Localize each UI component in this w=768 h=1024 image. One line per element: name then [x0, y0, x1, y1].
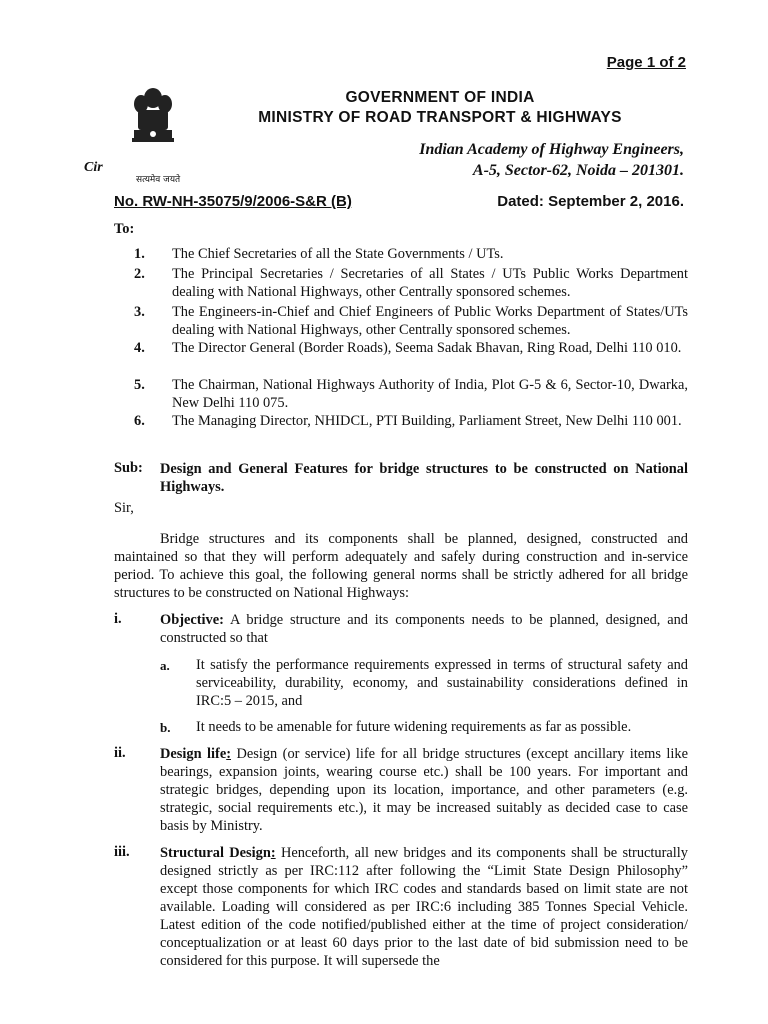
intro-paragraph: Bridge structures and its components shall be planned, designed, constructed and maintained so that they will perform adequately and safely during construction and in-service period. To achieve this goal, the following general norms shall be strictly adhered for all bridge structures to be constructed on National Highways:: [114, 531, 688, 601]
recipient-number: 6.: [134, 413, 145, 429]
institution-address: A-5, Sector-62, Noida – 201301.: [472, 162, 684, 179]
salutation: Sir,: [114, 500, 134, 516]
recipient-item: The Chairman, National Highways Authority of India, Plot G-5 & 6, Sector-10, Dwarka, New Delhi 110 075.: [172, 377, 688, 411]
recipient-number: 3.: [134, 304, 145, 320]
section-number: ii.: [114, 745, 126, 761]
recipient-item: The Director General (Border Roads), Seema Sadak Bhavan, Ring Road, Delhi 110 010.: [172, 340, 682, 356]
section-text: Design (or service) life for all bridge structures (except ancillary items like bearings, expansion joints, wearing course etc.) shall be 100 years. For important and strategic bridges, depending upon its location, importance, and other parameters (e.g. strategic, social requirements etc.), it may be increased suitably as decided case to case basis by Ministry.: [160, 746, 688, 834]
section-text: A bridge structure and its components needs to be planned, designed, and constructed so that: [160, 612, 688, 646]
section-structural-design: [160, 844, 688, 970]
emblem-caption: सत्यमेव जयते: [136, 175, 181, 185]
recipient-number: 5.: [134, 377, 145, 393]
section-heading: Structural Design:: [160, 845, 276, 861]
recipient-number: 2.: [134, 266, 145, 282]
section-objective: [160, 611, 688, 647]
section-design-life: [160, 745, 688, 835]
national-emblem-icon: [128, 84, 178, 174]
recipient-item: The Managing Director, NHIDCL, PTI Building, Parliament Street, New Delhi 110 001.: [172, 413, 682, 429]
subitem-letter: a.: [160, 658, 170, 673]
recipient-number: 4.: [134, 340, 145, 356]
cir-label: Cir: [84, 160, 103, 175]
to-label: To:: [114, 221, 135, 237]
date-line: Dated: September 2, 2016.: [497, 193, 684, 210]
institution-name: Indian Academy of Highway Engineers,: [419, 141, 684, 158]
header-ministry: MINISTRY OF ROAD TRANSPORT & HIGHWAYS: [258, 109, 622, 126]
subitem-text: It needs to be amenable for future widening requirements as far as possible.: [196, 719, 632, 735]
recipient-item: The Chief Secretaries of all the State Governments / UTs.: [172, 246, 504, 262]
header-government: GOVERNMENT OF INDIA: [345, 89, 535, 106]
recipient-item: The Engineers-in-Chief and Chief Engineers of Public Works Department of States/UTs dealing with National Highways, other Centrally sponsored schemes.: [172, 304, 688, 338]
section-text: Henceforth, all new bridges and its components shall be structurally designed strictly as per IRC:112 after following the “Limit State Design Philosophy” except those components for which IRC codes and standards based on limit state are not available. Loading will considered as per IRC:6 including 385 Tonnes Special Vehicle. Latest edition of the code notified/published either at the time of project consideration/ conceptualization or at least 60 days prior to the last date of bid submission need to be considered for this purpose. It will supersede the: [160, 845, 688, 969]
subitem-letter: b.: [160, 720, 171, 735]
recipient-number: 1.: [134, 246, 145, 262]
section-number: iii.: [114, 844, 130, 860]
reference-number: No. RW-NH-35075/9/2006-S&R (B): [114, 193, 352, 210]
subject-label: Sub:: [114, 460, 143, 476]
subitem-text: It satisfy the performance requirements expressed in terms of structural safety and serviceability, durability, economy, and sustainability considerations defined in IRC:5 – 2015, and: [196, 657, 688, 709]
recipient-item: The Principal Secretaries / Secretaries of all States / UTs Public Works Department dealing with National Highways, other Centrally sponsored schemes.: [172, 266, 688, 300]
section-heading: Design life:: [160, 746, 231, 762]
page-number: Page 1 of 2: [606, 54, 686, 71]
section-number: i.: [114, 611, 122, 627]
subject-text: Design and General Features for bridge structures to be constructed on National Highways.: [160, 461, 688, 495]
section-heading: Objective:: [160, 612, 224, 628]
